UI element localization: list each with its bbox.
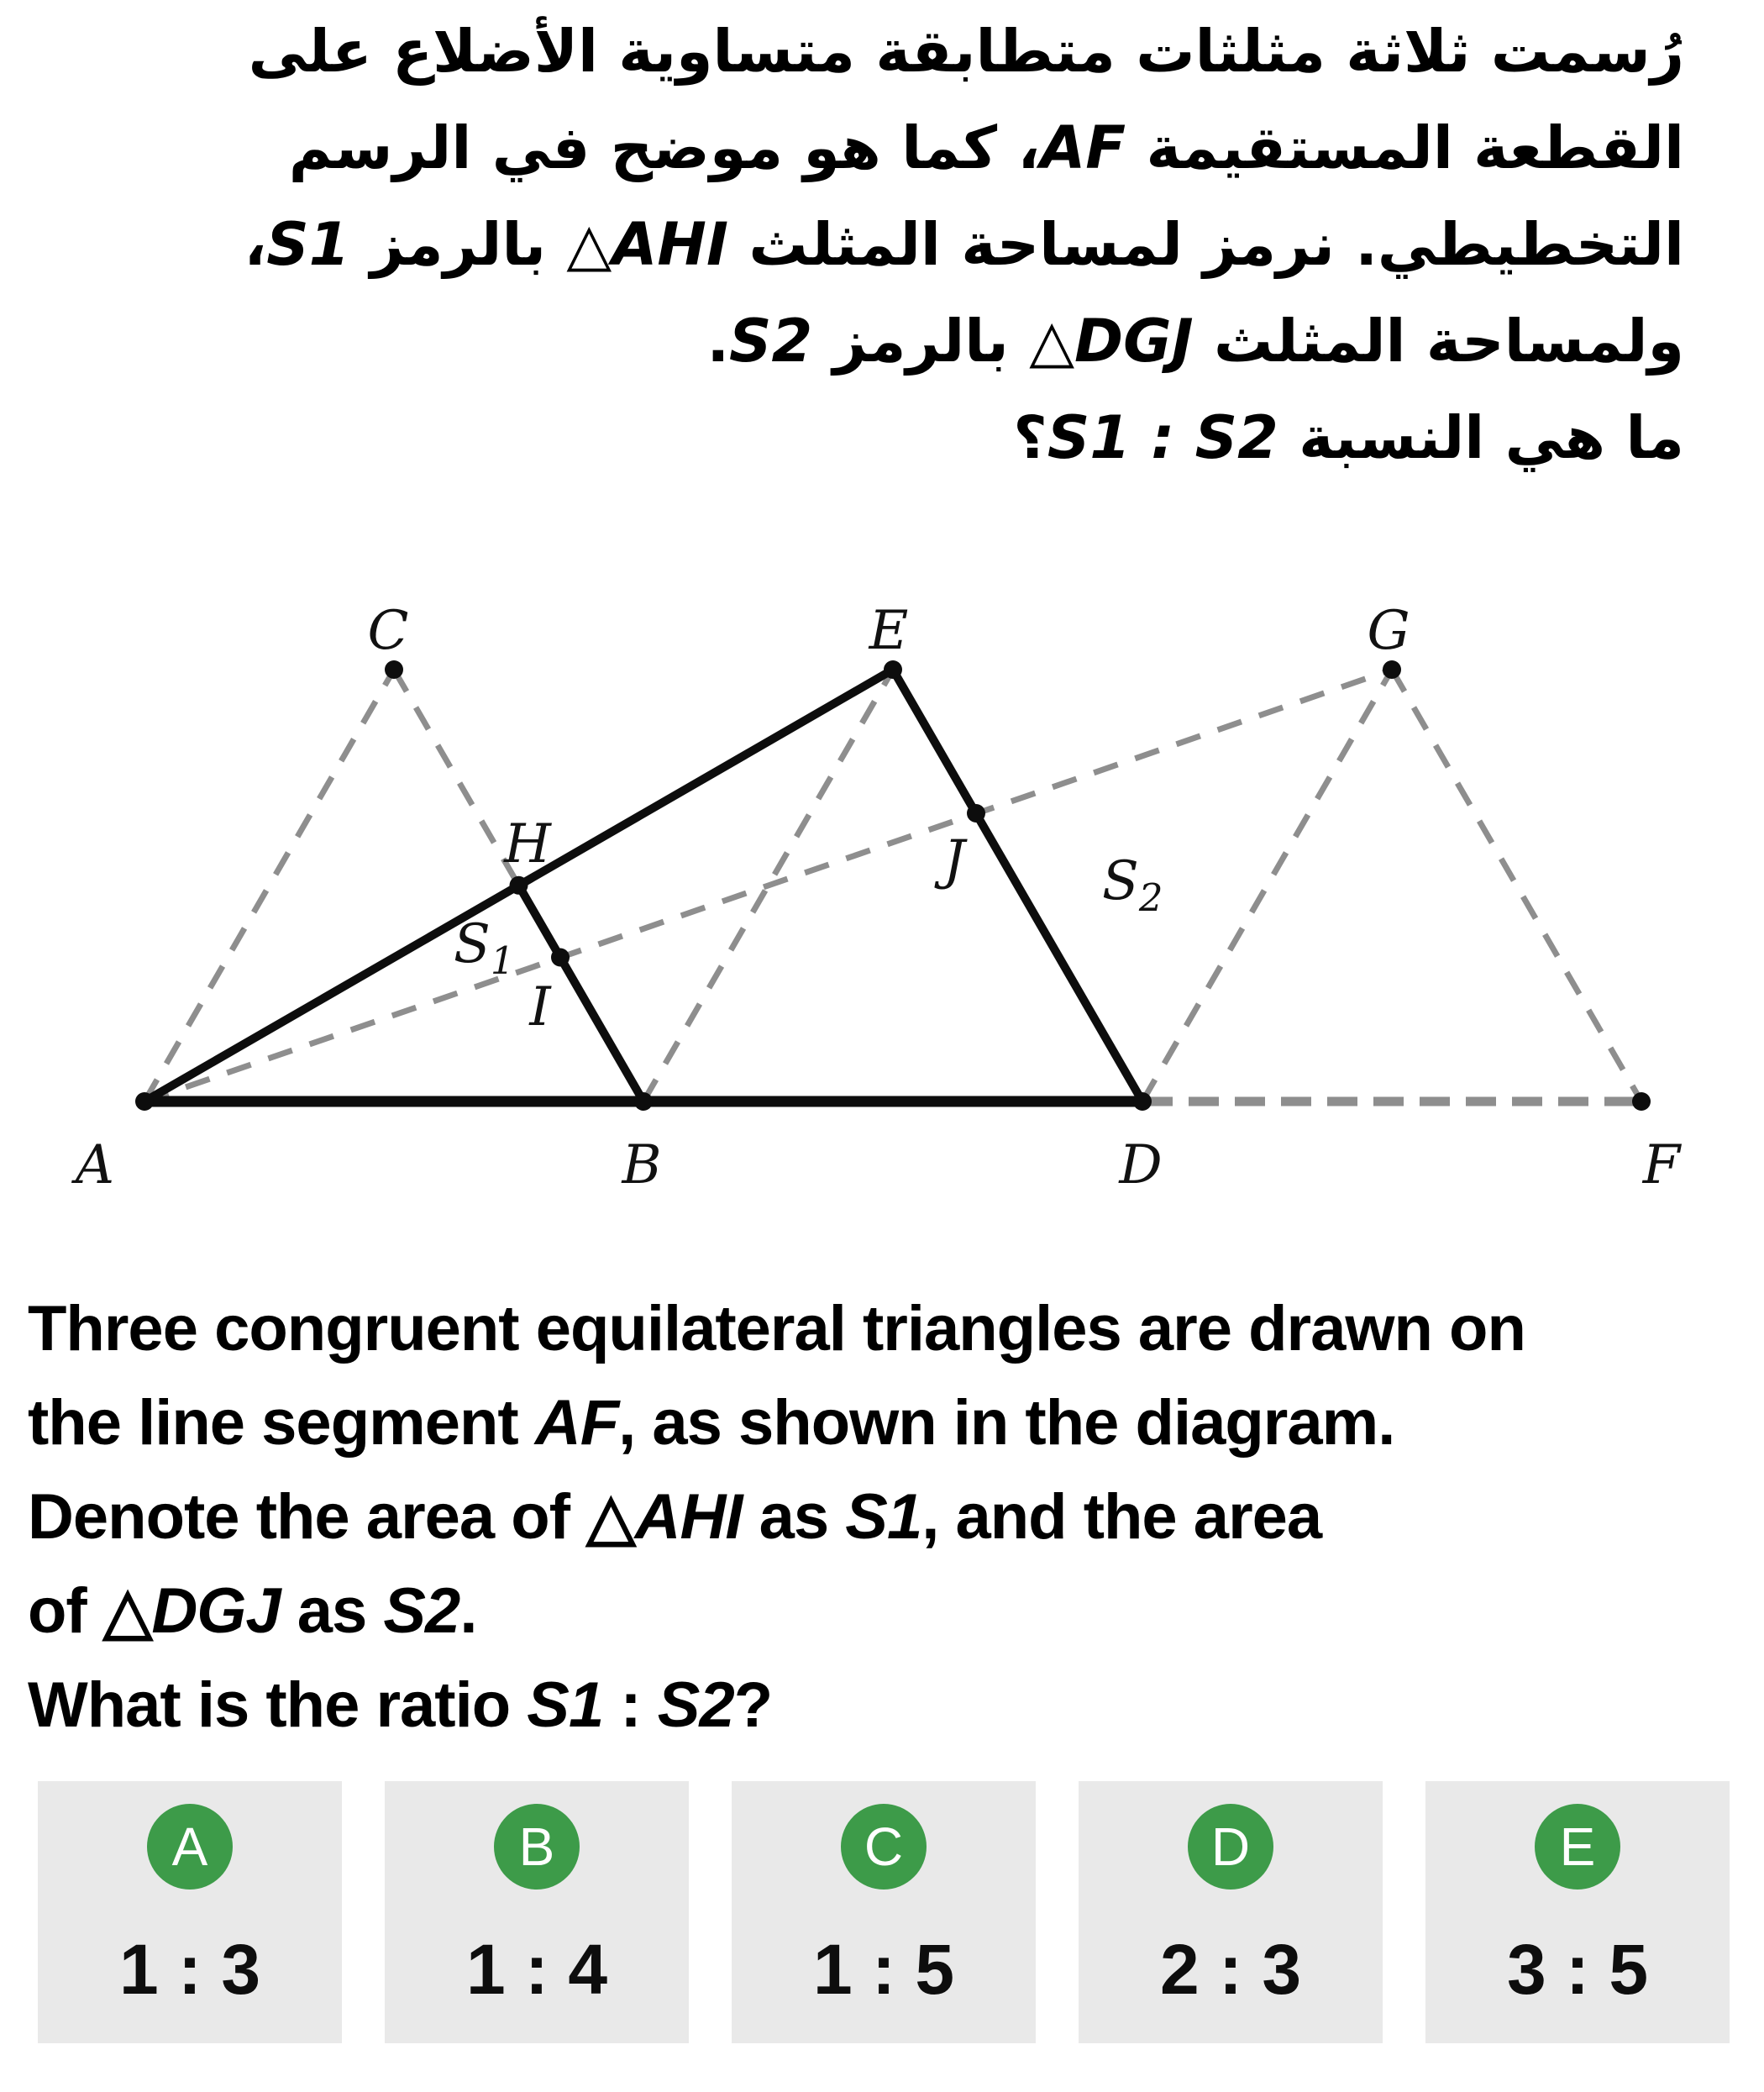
triangle-name: AHI xyxy=(634,1481,743,1553)
edge-a-c xyxy=(144,670,394,1101)
option-letter-badge xyxy=(1535,1804,1620,1890)
solid-lines xyxy=(144,670,1142,1101)
triangle-name: DGJ xyxy=(1074,307,1194,376)
triangle-name: DGJ xyxy=(151,1575,281,1647)
s1-base: S xyxy=(454,913,491,975)
s1-subscript: 1 xyxy=(490,938,515,983)
option-letter-badge xyxy=(1188,1804,1273,1890)
arabic-text: التخطيطي. نرمز لمساحة المثلث xyxy=(728,210,1684,279)
segment-af-label: AF xyxy=(534,1387,619,1459)
english-text: as xyxy=(742,1481,846,1553)
s2-symbol: S2 xyxy=(383,1575,460,1647)
label-c: C xyxy=(367,600,409,662)
arabic-text: ولمساحة المثلث xyxy=(1193,307,1684,376)
point-b xyxy=(634,1092,653,1111)
s2-base: S xyxy=(1102,850,1139,912)
english-text: the line segment xyxy=(28,1387,535,1459)
arabic-text: القطعة المستقيمة xyxy=(1126,113,1684,182)
geometry-diagram xyxy=(0,555,1764,1201)
option-letter: A xyxy=(171,1816,208,1877)
english-problem-text xyxy=(28,1282,1739,1753)
triangle-name: AHI xyxy=(612,210,729,279)
label-e: E xyxy=(869,600,909,662)
english-text: of xyxy=(28,1575,103,1647)
s2-symbol: S2 xyxy=(729,307,813,376)
arabic-question-mark: ؟ xyxy=(1013,403,1047,472)
point-c xyxy=(385,660,403,679)
edge-d-g xyxy=(1142,670,1392,1101)
english-text: What is the ratio xyxy=(28,1669,528,1741)
option-value: 1 : 3 xyxy=(118,1930,261,2009)
arabic-problem-text xyxy=(50,3,1684,486)
english-line-2 xyxy=(28,1376,1739,1470)
area-s2-label xyxy=(1102,850,1163,920)
option-value: 2 : 3 xyxy=(1159,1930,1302,2009)
label-i: I xyxy=(529,976,551,1038)
point-d xyxy=(1133,1092,1152,1111)
label-h: H xyxy=(504,813,551,875)
ratio-expression: S1 : S2 xyxy=(1047,403,1278,472)
arabic-text: بالرمز xyxy=(349,210,567,279)
english-line-3 xyxy=(28,1470,1739,1564)
answer-card-a[interactable] xyxy=(38,1781,342,2043)
label-j: J xyxy=(943,829,965,891)
triangle-icon: △ xyxy=(586,1481,635,1553)
label-a: A xyxy=(75,1134,115,1196)
s1-symbol: S1 xyxy=(527,1669,604,1741)
point-e xyxy=(884,660,902,679)
label-f: F xyxy=(1642,1134,1681,1196)
s1-symbol: S1 xyxy=(845,1481,922,1553)
question-mark: ? xyxy=(733,1669,773,1741)
option-value: 1 : 5 xyxy=(812,1930,955,2009)
segment-af-label: AF xyxy=(1040,113,1126,182)
arabic-line-2 xyxy=(50,100,1684,197)
arabic-line-1 xyxy=(50,3,1684,100)
edge-g-f xyxy=(1392,670,1641,1101)
option-letter-badge xyxy=(494,1804,580,1890)
point-j xyxy=(967,804,985,823)
edge-a-g xyxy=(144,670,1392,1101)
period: . xyxy=(459,1575,477,1647)
label-b: B xyxy=(622,1134,662,1196)
s1-symbol: S1 xyxy=(266,210,350,279)
colon: : xyxy=(603,1669,658,1741)
triangle-icon: △ xyxy=(566,210,612,279)
arabic-text: ما هي النسبة xyxy=(1278,403,1684,472)
option-letter-badge xyxy=(147,1804,233,1890)
point-a xyxy=(135,1092,154,1111)
arabic-text: بالرمز xyxy=(812,307,1030,376)
dashed-construction-lines xyxy=(144,670,1641,1101)
option-value: 1 : 4 xyxy=(465,1930,608,2009)
arabic-text: ، كما هو موضح في الرسم xyxy=(288,113,1041,182)
answer-card-c[interactable] xyxy=(732,1781,1036,2043)
option-value: 3 : 5 xyxy=(1506,1930,1649,2009)
edge-c-h xyxy=(394,670,519,886)
s2-subscript: 2 xyxy=(1138,875,1163,920)
point-i xyxy=(551,949,570,967)
answer-card-b[interactable] xyxy=(385,1781,689,2043)
triangle-icon: △ xyxy=(102,1575,152,1647)
triangle-ahi-label xyxy=(566,210,728,279)
question-line xyxy=(28,1658,1739,1753)
option-letter-badge xyxy=(841,1804,927,1890)
triangle-dgj-label xyxy=(1029,307,1193,376)
option-letter: B xyxy=(518,1816,555,1877)
option-letter: E xyxy=(1559,1816,1596,1877)
english-text: Three congruent equilateral triangles are drawn on xyxy=(28,1293,1525,1364)
arabic-line-5 xyxy=(50,390,1684,486)
english-line-1 xyxy=(28,1282,1739,1376)
point-f xyxy=(1632,1092,1651,1111)
answer-card-d[interactable] xyxy=(1079,1781,1383,2043)
label-g: G xyxy=(1367,600,1410,662)
option-letter: C xyxy=(864,1816,904,1877)
label-d: D xyxy=(1119,1134,1163,1196)
point-h xyxy=(510,876,528,895)
option-letter: D xyxy=(1210,1816,1251,1877)
english-text: , and the area xyxy=(921,1481,1322,1553)
arabic-line-4 xyxy=(50,293,1684,390)
s2-symbol: S2 xyxy=(657,1669,734,1741)
english-text: Denote the area of xyxy=(28,1481,587,1553)
english-line-4 xyxy=(28,1564,1739,1658)
english-text: as xyxy=(280,1575,384,1647)
arabic-comma: ، xyxy=(244,210,267,279)
point-g xyxy=(1383,660,1401,679)
period: . xyxy=(706,307,730,376)
arabic-text: رُسمت ثلاثة مثلثات متطابقة متساوية الأضلاع على xyxy=(248,17,1684,86)
answer-card-e[interactable] xyxy=(1425,1781,1730,2043)
triangle-icon: △ xyxy=(1029,307,1075,376)
area-s1-label xyxy=(454,913,514,983)
arabic-line-3 xyxy=(50,197,1684,293)
english-text: , as shown in the diagram. xyxy=(618,1387,1395,1459)
